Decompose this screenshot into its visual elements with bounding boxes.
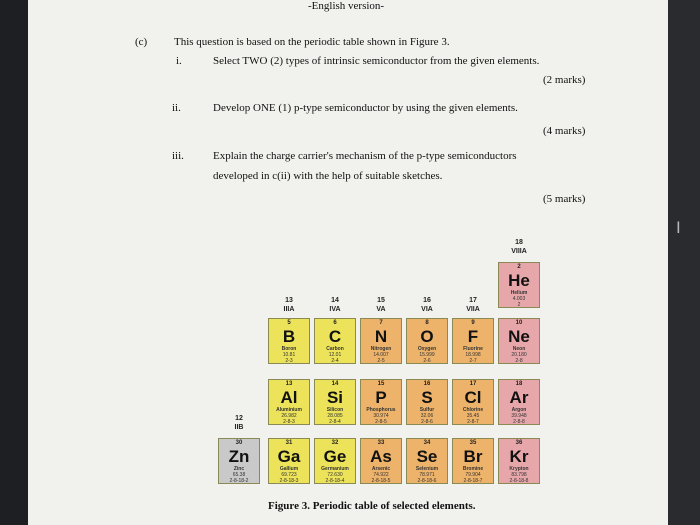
element-cell-b: 5 B Boron 10.81 2-3: [268, 318, 310, 364]
part-iii-text-line2: developed in c(ii) with the help of suitable sketches.: [213, 170, 443, 182]
section-label: (c): [135, 36, 148, 48]
element-cell-s: 16 S Sulfur 32.06 2-8-6: [406, 379, 448, 425]
part-ii-marks: (4 marks): [543, 125, 586, 137]
element-cell-c: 6 C Carbon 12.01 2-4: [314, 318, 356, 364]
element-cell-ne: 10 Ne Neon 20.180 2-8: [498, 318, 540, 364]
element-cell-as: 33 As Arsenic 74.922 2-8-18-5: [360, 438, 402, 484]
element-cell-he: 2 He Helium 4.003 2: [498, 262, 540, 308]
group-header-15: 15 VA: [376, 297, 386, 313]
group-header-14: 14 IVA: [329, 297, 341, 313]
element-cell-cl: 17 Cl Chlorine 35.45 2-8-7: [452, 379, 494, 425]
group-header-13: 13 IIIA: [283, 297, 295, 313]
element-cell-zn: 30 Zn Zinc 65.38 2-8-18-2: [218, 438, 260, 484]
part-ii-text: Develop ONE (1) p-type semiconductor by using the given elements.: [213, 102, 518, 114]
group-header-17: 17 VIIA: [466, 297, 480, 313]
question-intro: This question is based on the periodic table shown in Figure 3.: [174, 36, 450, 48]
element-cell-ar: 18 Ar Argon 39.948 2-8-8: [498, 379, 540, 425]
part-ii-number: ii.: [172, 102, 181, 114]
element-cell-si: 14 Si Silicon 28.085 2-8-4: [314, 379, 356, 425]
group-header-12: 12 IIB: [234, 415, 244, 431]
part-iii-marks: (5 marks): [543, 193, 586, 205]
text-cursor-icon: I: [676, 218, 681, 237]
part-i-number: i.: [176, 55, 182, 67]
part-i-marks: (2 marks): [543, 74, 586, 86]
element-cell-kr: 36 Kr Krypton 83.798 2-8-18-8: [498, 438, 540, 484]
document-screen: [28, 0, 668, 525]
element-cell-f: 9 F Fluorine 18.998 2-7: [452, 318, 494, 364]
document-header: -English version-: [308, 0, 385, 12]
element-cell-n: 7 N Nitrogen 14.007 2-5: [360, 318, 402, 364]
part-iii-text-line1: Explain the charge carrier's mechanism of the p-type semiconductors: [213, 150, 517, 162]
element-cell-ga: 31 Ga Gallium 69.723 2-8-18-3: [268, 438, 310, 484]
element-cell-se: 34 Se Selenium 78.971 2-8-18-6: [406, 438, 448, 484]
group-header-18: 18 VIIIA: [511, 239, 527, 255]
part-iii-number: iii.: [172, 150, 184, 162]
group-header-16: 16 VIA: [421, 297, 433, 313]
part-i-text: Select TWO (2) types of intrinsic semiconductor from the given elements.: [213, 55, 540, 67]
element-cell-p: 15 P Phosphorus 30.974 2-8-5: [360, 379, 402, 425]
element-cell-o: 8 O Oxygen 15.999 2-6: [406, 318, 448, 364]
element-cell-al: 13 Al Aluminium 26.982 2-8-3: [268, 379, 310, 425]
screen-bezel: [668, 0, 700, 525]
figure-caption: Figure 3. Periodic table of selected elements.: [268, 500, 476, 512]
element-cell-br: 35 Br Bromine 79.904 2-8-18-7: [452, 438, 494, 484]
element-cell-ge: 32 Ge Germanium 72.630 2-8-18-4: [314, 438, 356, 484]
